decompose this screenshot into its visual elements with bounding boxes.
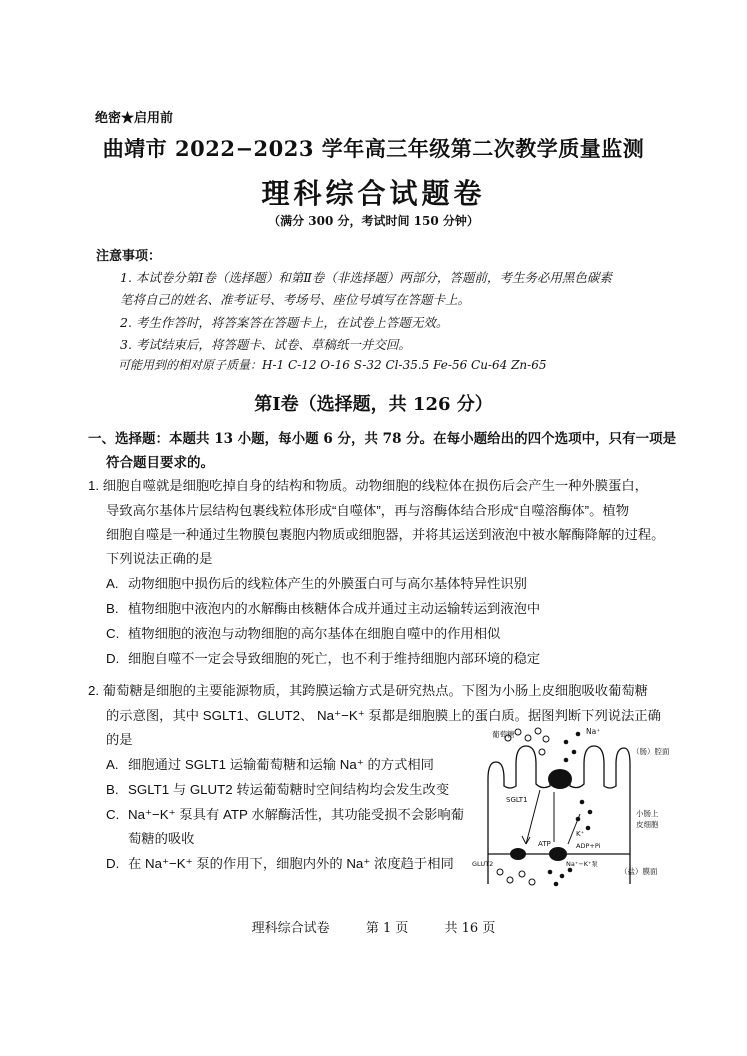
footer-total: 共 16 页 [444,921,496,936]
notice-item: 笔将自己的姓名、准考证号、考场号、座位号填写在答题卡上。 [120,292,471,307]
option-label: A. [106,576,119,591]
cell-membrane-outline [488,746,630,884]
option-label: B. [106,782,119,797]
glucose-molecules [497,728,549,885]
option-text: 细胞通过 SGLT1 运输葡萄糖和运输 Na⁺ 的方式相同 [128,757,434,772]
question-1-stem: 细胞自噬是一种通过生物膜包裹胞内物质或细胞器，并将其运送到液泡中被水解酶降解的过程。 [106,527,665,542]
atomic-masses: 可能用到的相对原子质量：H-1 C-12 O-16 S-32 Cl-35.5 Fe-56 Cu-64 Zn-65 [118,358,547,372]
label-glut2: GLUT2 [472,860,494,868]
option-text: 动物细胞中损伤后的线粒体产生的外膜蛋白可与高尔基体特异性识别 [128,576,527,591]
q2-option-a[interactable] [106,754,434,773]
q1-option-c[interactable] [106,623,500,642]
notice-item: 3. 考试结束后，将答题卡、试卷、草稿纸一并交回。 [120,337,411,352]
label-k: K⁺ [576,830,585,838]
q2-option-c[interactable] [106,804,464,823]
option-label: B. [106,601,119,616]
label-basal: （盐）膜面 [620,867,658,876]
part-instructions-cont: 符合题目要求的。 [106,455,214,471]
option-text: 植物细胞中液泡内的水解酶由核糖体合成并通过主动运输转运到液泡中 [128,601,541,616]
label-adp: ADP+Pi [576,842,601,850]
notice-heading: 注意事项： [96,249,162,264]
score-note: （满分 300 分，考试时间 150 分钟） [268,214,479,228]
question-1-stem: 1. 细胞自噬就是细胞吃掉自身的结构和物质。动物细胞的线粒体在损伤后会产生一种外膜蛋白， [88,478,648,493]
option-label: D. [106,856,120,871]
exam-title: 曲靖市 2022−2023 学年高三年级第二次教学质量监测 [102,136,645,161]
option-text: Na⁺−K⁺ 泵具有 ATP 水解酶活性，其功能受损不会影响葡 [128,807,465,822]
notice-item: 1. 本试卷分第Ⅰ卷（选择题）和第Ⅱ卷（非选择题）两部分，答题前，考生务必用黑色碳素 [120,270,612,285]
label-glucose: 葡萄糖 [492,730,515,739]
option-text: SGLT1 与 GLUT2 转运葡萄糖时空间结构均会发生改变 [128,782,450,797]
option-label: D. [106,651,120,666]
q1-option-d[interactable] [106,648,540,667]
glucose-transport-diagram [470,724,675,889]
label-cell-2: 皮细胞 [636,820,659,829]
q1-option-a[interactable] [106,573,527,592]
na-k-pump [549,847,567,861]
page-footer [0,917,747,936]
question-2-stem: 2. 葡萄糖是细胞的主要能源物质，其跨膜运输方式是研究热点。下图为小肠上皮细胞吸收葡萄糖 [88,683,648,698]
paper-title: 理科综合试题卷 [261,177,486,210]
footer-page: 第 1 页 [365,921,409,936]
notice-item: 2. 考生作答时，将答案答在答题卡上，在试卷上答题无效。 [120,315,449,330]
sglt1-transporter [548,769,572,789]
option-text: 植物细胞的液泡与动物细胞的高尔基体在细胞自噬中的作用相似 [128,626,501,641]
label-pump: Na⁺−K⁺泵 [566,860,598,868]
glut2-transporter [510,848,526,860]
option-label: C. [106,807,120,822]
label-sglt1: SGLT1 [506,796,528,804]
option-label: C. [106,626,120,641]
label-cell-1: 小肠上 [636,809,659,818]
question-2-stem: 的示意图，其中 SGLT1、GLUT2、 Na⁺−K⁺ 泵都是细胞膜上的蛋白质。据图判断下列说法正确 [106,708,661,723]
q1-option-b[interactable] [106,598,540,617]
label-lumen: （肠）腔面 [632,747,670,756]
option-text: 细胞自噬不一定会导致细胞的死亡，也不利于维持细胞内部环境的稳定 [128,651,541,666]
part-instructions: 一、选择题：本题共 13 小题，每小题 6 分，共 78 分。在每小题给出的四个选项中，只有一项是 [88,431,677,447]
q2-option-c-cont: 萄糖的吸收 [128,831,195,846]
label-atp: ATP [538,840,551,848]
transport-arrows [522,790,580,844]
question-2-stem: 的是 [106,732,133,747]
confidential-mark: 绝密★启用前 [95,111,174,126]
question-1-stem: 下列说法正确的是 [106,551,213,566]
footer-subject: 理科综合试卷 [251,921,330,936]
option-text: 在 Na⁺−K⁺ 泵的作用下，细胞内外的 Na⁺ 浓度趋于相同 [128,856,454,871]
section-title: 第Ⅰ卷（选择题，共 126 分） [254,394,493,415]
question-1-stem: 导致高尔基体片层结构包裹线粒体形成“自噬体”，再与溶酶体结合形成“自噬溶酶体”。植物 [106,503,629,518]
q2-option-b[interactable] [106,779,449,798]
q2-option-d[interactable] [106,853,454,872]
label-na: Na⁺ [586,727,601,736]
option-label: A. [106,757,119,772]
